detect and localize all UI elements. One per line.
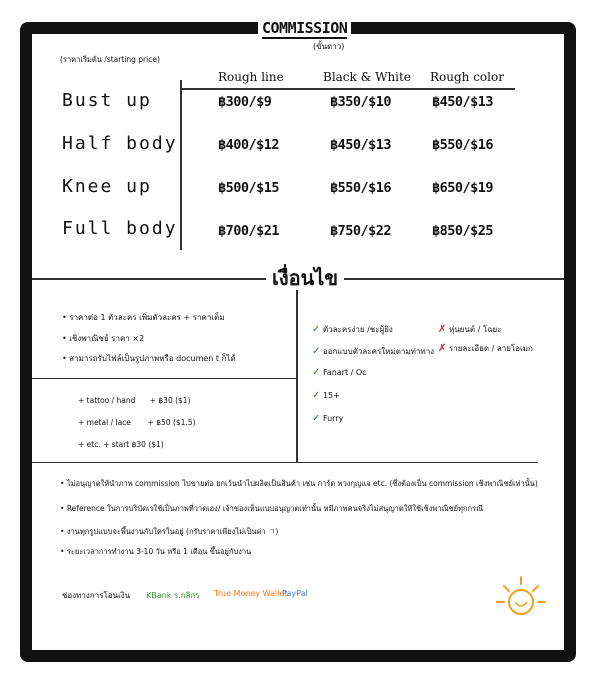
column-divider bbox=[180, 80, 182, 250]
price-cell: ฿500/$15 bbox=[218, 180, 280, 196]
rule-item: • งานทุกรูปแบบจะพึ้นงานกับใครในอยู่ (กรับราคาเพียงไม่เป็นค่า ㄱ) bbox=[60, 527, 279, 536]
rejected-item: ✗ หุ่นยนต์ / โฉยะ bbox=[438, 324, 502, 335]
accepted-item: ✓ 15+ bbox=[312, 390, 340, 401]
note-item: • สามารถรับไฟล์เป็นรูปภาพหรือ documen t ก็ได้ bbox=[62, 354, 236, 363]
check-icon: ✓ bbox=[312, 390, 321, 401]
price-cell: ฿750/$22 bbox=[330, 223, 392, 239]
rule-item: • ไม่อนุญาตให้นำภาพ commission ไปขายต่อ ยกเว้นนำไปผลิตเป็นสินค้า เช่น การ์ด พวงกุญแจ etc. (ซึ่งต้องเป็น commission เชิงพาณิชย์เท่านั้น) bbox=[60, 479, 538, 488]
price-cell: ฿650/$19 bbox=[432, 180, 494, 196]
title-wrap bbox=[258, 18, 351, 37]
price-cell: ฿300/$9 bbox=[218, 94, 272, 110]
addon-item: + tattoo / hand + ฿30 ($1) bbox=[78, 396, 191, 405]
page-subtitle: (ขั้นดาว) bbox=[313, 42, 345, 51]
check-icon: ✓ bbox=[312, 367, 321, 378]
row-label-half-body: Half body bbox=[62, 133, 178, 154]
page-title: COMMISSION bbox=[262, 19, 348, 37]
price-cell: ฿700/$21 bbox=[218, 223, 280, 239]
accepted-item: ✓ ตัวละครง่าย /ชะผู้ยิง bbox=[312, 324, 393, 335]
payment-paypal: PayPal bbox=[282, 589, 308, 598]
accepted-item: ✓ Fanart / Oc bbox=[312, 367, 367, 378]
rules-divider bbox=[32, 462, 538, 463]
cross-icon: ✗ bbox=[438, 324, 447, 335]
price-cell: ฿550/$16 bbox=[330, 180, 392, 196]
column-header-black-white: Black & White bbox=[323, 70, 411, 84]
price-cell: ฿850/$25 bbox=[432, 223, 494, 239]
sun-doodle-icon bbox=[494, 572, 548, 626]
payment-truemoney: True Money Wallet bbox=[214, 589, 288, 598]
note-item: • เชิงพาณิชย์ ราคา ×2 bbox=[62, 334, 145, 343]
cross-icon: ✗ bbox=[438, 343, 447, 354]
row-label-knee-up: Knee up bbox=[62, 176, 152, 197]
row-label-bust-up: Bust up bbox=[62, 90, 152, 111]
conditions-title: เงื่อนไข bbox=[266, 262, 344, 294]
accepted-item: ✓ Furry bbox=[312, 413, 344, 424]
column-header-rough-line: Rough line bbox=[218, 70, 284, 84]
conditions-vertical-divider bbox=[296, 290, 298, 462]
starting-price-label: (ราคาเริ่มต้น /starting price) bbox=[60, 55, 160, 64]
rule-item: • ระยะเวลาการทำงาน 3-10 วัน หรือ 1 เดือน ขึ้นอยู่กับงาน bbox=[60, 547, 252, 556]
accepted-item: ✓ ออกแบบตัวละครใหม่ตามท่าทาง bbox=[312, 346, 435, 357]
price-cell: ฿400/$12 bbox=[218, 137, 280, 153]
price-cell: ฿550/$16 bbox=[432, 137, 494, 153]
rejected-item: ✗ รายละเอียด / ลายโอเมก bbox=[438, 343, 533, 354]
addons-divider bbox=[32, 378, 296, 379]
addon-item: + etc. + start ฿30 ($1) bbox=[78, 440, 164, 449]
check-icon: ✓ bbox=[312, 413, 321, 424]
price-cell: ฿450/$13 bbox=[432, 94, 494, 110]
row-label-full-body: Full body bbox=[62, 218, 178, 239]
payment-kbank: KBank ร.กสิกร bbox=[146, 591, 200, 600]
check-icon: ✓ bbox=[312, 324, 321, 335]
column-header-rough-color: Rough color bbox=[430, 70, 504, 84]
note-item: • ราคาต่อ 1 ตัวละคร เพิ่มตัวละคร + ราคาเต็ม bbox=[62, 313, 225, 322]
header-divider bbox=[180, 88, 515, 90]
price-cell: ฿450/$13 bbox=[330, 137, 392, 153]
addon-item: + metal / lace + ฿50 ($1.5) bbox=[78, 418, 196, 427]
price-cell: ฿350/$10 bbox=[330, 94, 392, 110]
payment-label: ช่องทางการโอนเงิน bbox=[62, 591, 131, 600]
rule-item: • Reference ในการบริบัดเรใช้เป็นภาพที่วาดเอง/ เจ้าของเห็นแบบอนุญาตเท่านั้น หมีภาพคนจริงไม่สนุญาตให้ใช้เชิงพาณิชย์ทุกกรณี bbox=[60, 504, 484, 513]
check-icon: ✓ bbox=[312, 346, 321, 357]
